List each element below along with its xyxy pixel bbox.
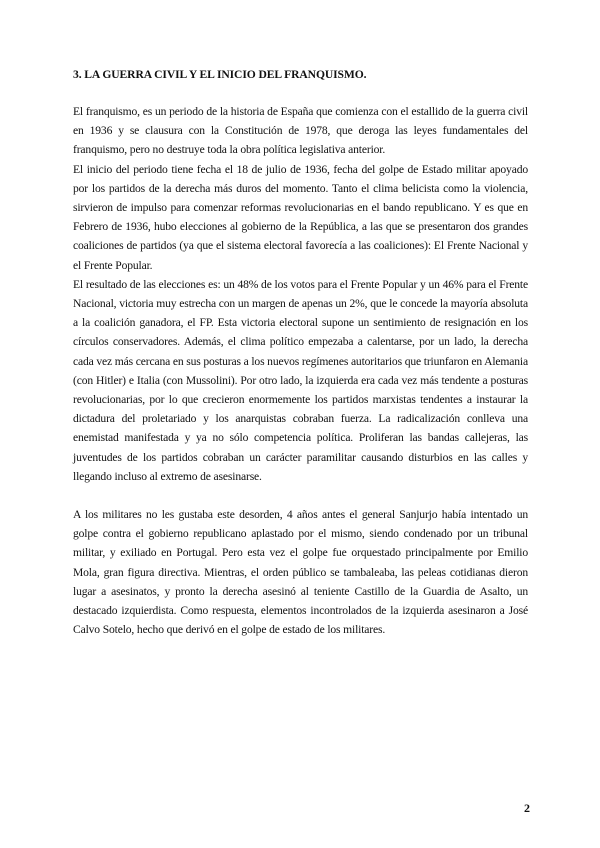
page-number: 2 — [524, 801, 530, 815]
paragraph-period-start: El inicio del periodo tiene fecha el 18 de julio de 1936, fecha del golpe de Estado militar apoyado por los partidos de la derecha más duros del momento. Tanto el clima belicista como la violencia, sirvieron de impulso para comenzar reformas revolucionarias en el bando republicano. Y es que en Febrero de 1936, hubo elecciones al gobierno de la República, a las que se presentaron dos grandes coaliciones de partidos (ya que el sistema electoral favorecía a las coaliciones): El Frente Nacional y el Frente Popular. — [73, 162, 528, 272]
section-heading: 3. LA GUERRA CIVIL Y EL INICIO DEL FRANQUISMO. — [73, 68, 367, 81]
body-text — [73, 102, 528, 639]
paragraph-election-results: El resultado de las elecciones es: un 48% de los votos para el Frente Popular y un 46% para el Frente Nacional, victoria muy estrecha con un margen de apenas un 2%, que le concede la mayoría absoluta a la coalición ganadora, el FP. Esta victoria electoral supone un sentimiento de resignación en los círculos conservadores. Además, el clima político empezaba a calentarse, por un lado, la derecha cada vez más cercana en sus posturas a los nuevos regímenes autoritarios que triunfaron en Alemania (con Hitler) e Italia (con Mussolini). Por otro lado, la izquierda era cada vez más tendente a posturas revolucionarias, por lo que crecieron enormemente los partidos marxistas tendentes a instaurar la dictadura del proletariado y los anarquistas cobraban fuerza. La radicalización conlleva una enemistad manifestada y ya no sólo competencia política. Proliferan las bandas callejeras, las juventudes de los partidos cobraban un carácter paramilitar causando disturbios en las calles y llegando incluso al extremo de asesinarse. — [73, 277, 528, 483]
paragraph-franquismo-definition: El franquismo, es un periodo de la historia de España que comienza con el estallido de la guerra civil en 1936 y se clausura con la Constitución de 1978, que deroga las leyes fundamentales del franquismo, pero no destruye toda la obra política legislativa anterior. — [73, 105, 528, 157]
paragraph-military-coup: A los militares no les gustaba este desorden, 4 años antes el general Sanjurjo había intentado un golpe contra el gobierno republicano aplastado por el mismo, siendo condenado por un tribunal militar, y exiliado en Portugal. Pero esta vez el golpe fue orquestado principalmente por Emilio Mola, gran figura directiva. Mientras, el orden público se tambaleaba, las peleas cotidianas dieron lugar a asesinatos, y pronto la derecha asesinó al teniente Castillo de la Guardia de Asalto, un destacado izquierdista. Como respuesta, elementos incontrolados de la izquierda asesinaron a José Calvo Sotelo, hecho que derivó en el golpe de estado de los militares. — [73, 508, 528, 637]
